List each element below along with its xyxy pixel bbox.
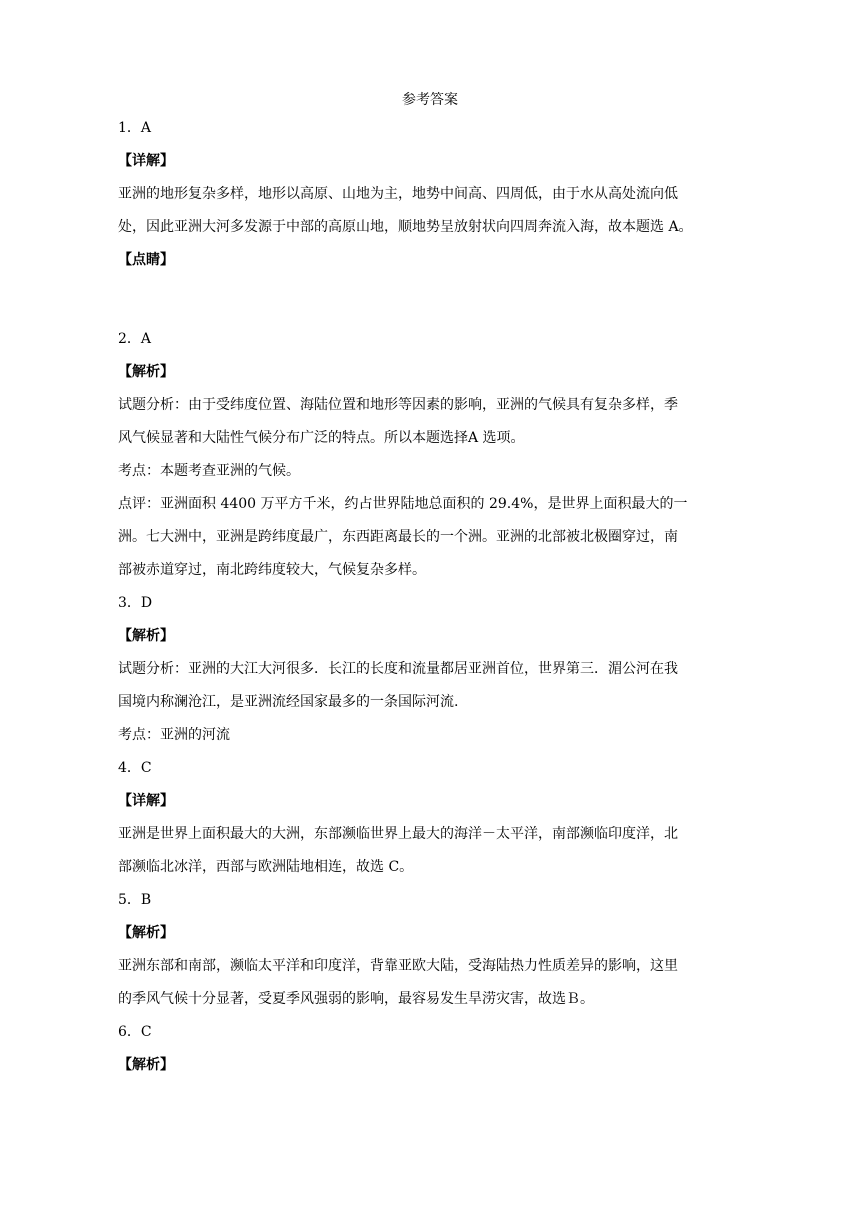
section-heading: 【解析】 — [118, 364, 174, 380]
answer-line: 风气候显著和大陆性气候分布广泛的特点。所以本题选择A 选项。 — [118, 430, 525, 446]
answer-line: 国境内称澜沧江，是亚洲流经国家最多的一条国际河流. — [118, 694, 459, 710]
section-heading: 【解析】 — [118, 1057, 174, 1073]
section-heading: 【点睛】 — [118, 252, 174, 268]
answer-line: 处，因此亚洲大河多发源于中部的高原山地，顺地势呈放射状向四周奔流入海，故本题选 A。 — [118, 219, 693, 235]
answer-line: 2．A — [118, 331, 152, 347]
blank-line — [118, 283, 758, 316]
answer-line: 试题分析：由于受纬度位置、海陆位置和地形等因素的影响，亚洲的气候具有复杂多样，季 — [118, 397, 678, 413]
answer-line: 考点：亚洲的河流 — [118, 727, 230, 743]
section-heading: 【解析】 — [118, 628, 174, 644]
answer-line: 6．C — [118, 1024, 152, 1040]
answer-line: 亚洲的地形复杂多样，地形以高原、山地为主，地势中间高、四周低，由于水从高处流向低 — [118, 186, 678, 202]
answer-line: 洲。七大洲中，亚洲是跨纬度最广，东西距离最长的一个洲。亚洲的北部被北极圈穿过，南 — [118, 529, 678, 545]
page-title: 参考答案 — [402, 92, 458, 108]
answer-line: 5．B — [118, 892, 152, 908]
answer-line: 考点：本题考查亚洲的气候。 — [118, 463, 300, 479]
answer-line: 亚洲是世界上面积最大的大洲，东部濒临世界上最大的海洋－太平洋，南部濒临印度洋，北 — [118, 826, 678, 842]
section-heading: 【详解】 — [118, 793, 174, 809]
section-heading: 【解析】 — [118, 925, 174, 941]
section-heading: 【详解】 — [118, 153, 174, 169]
answer-line: 的季风气候十分显著，受夏季风强弱的影响，最容易发生旱涝灾害，故选Ｂ。 — [118, 991, 594, 1007]
answer-line: 3．D — [118, 595, 153, 611]
answer-line: 亚洲东部和南部，濒临太平洋和印度洋，背靠亚欧大陆，受海陆热力性质差异的影响，这里 — [118, 958, 678, 974]
answer-line: 点评：亚洲面积 4400 万平方千米，约占世界陆地总面积的 29.4%，是世界上面积最大的一 — [118, 496, 688, 512]
answer-line: 部被赤道穿过，南北跨纬度较大，气候复杂多样。 — [118, 562, 426, 578]
answer-line: 1．A — [118, 120, 152, 136]
answer-line: 试题分析：亚洲的大江大河很多．长江的长度和流量都居亚洲首位，世界第三．湄公河在我 — [118, 661, 678, 677]
answer-line: 部濒临北冰洋，西部与欧洲陆地相连，故选 C。 — [118, 859, 414, 875]
answer-list — [118, 118, 758, 1088]
answer-line: 4．C — [118, 760, 152, 776]
